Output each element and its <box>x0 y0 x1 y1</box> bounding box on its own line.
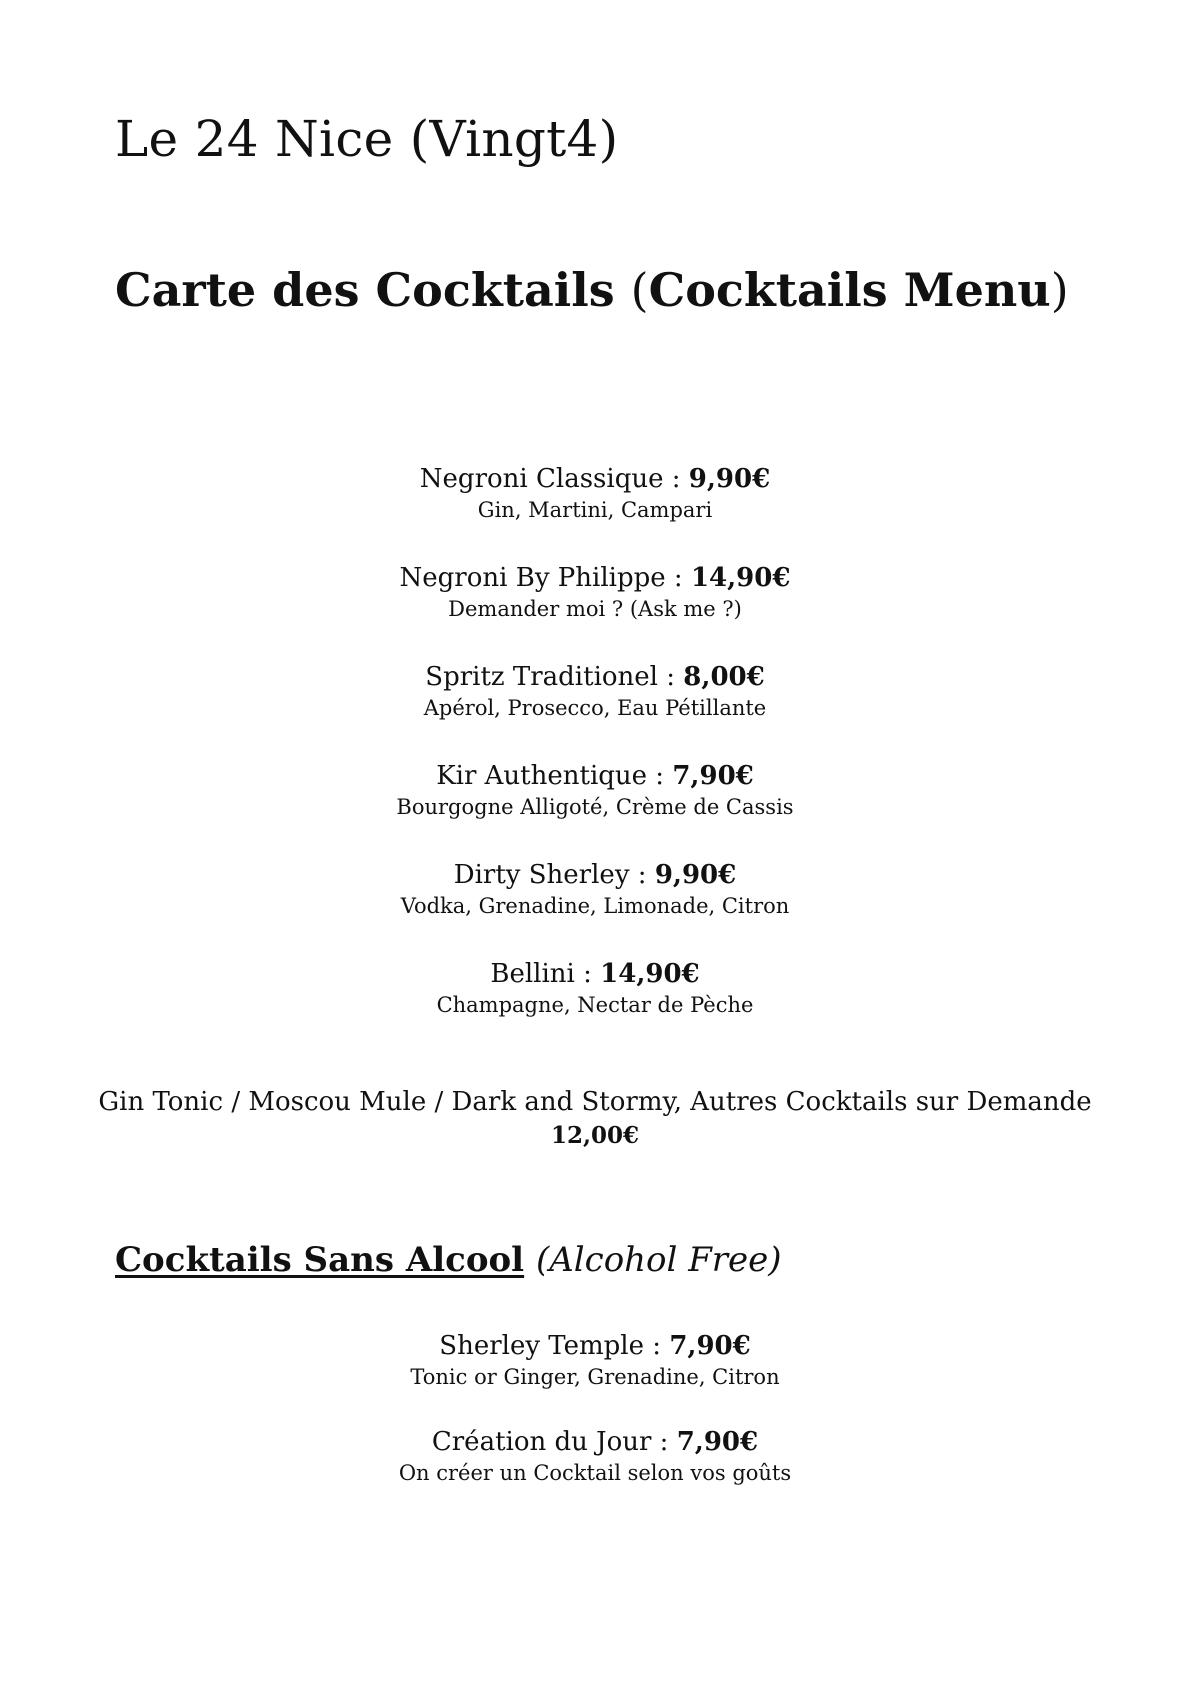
cocktail-price: 14,90€ <box>600 959 700 989</box>
other-cocktails-price: 12,00€ <box>550 1122 640 1149</box>
cocktail-item <box>0 1424 1190 1520</box>
cocktail-price: 9,90€ <box>654 860 737 890</box>
menu-title-paren-close: ) <box>1050 263 1069 317</box>
cocktail-description: Champagne, Nectar de Pèche <box>436 993 754 1017</box>
cocktail-name: Kir Authentique <box>436 761 648 791</box>
menu-title-paren-open: ( <box>630 263 649 317</box>
price-separator: : <box>644 1331 670 1361</box>
cocktail-price: 9,90€ <box>688 464 771 494</box>
other-cocktails <box>0 1084 1190 1152</box>
cocktail-item <box>0 560 1190 659</box>
price-separator: : <box>574 959 601 989</box>
cocktail-item <box>0 758 1190 857</box>
cocktail-name-line <box>0 857 1190 893</box>
alcohol-free-title: Cocktails Sans Alcool <box>115 1240 525 1280</box>
cocktail-name-line <box>0 461 1190 497</box>
menu-title-sub: Cocktails Menu <box>648 263 1051 317</box>
cocktail-name-line <box>0 1424 1190 1460</box>
cocktail-name-line <box>0 659 1190 695</box>
cocktail-item <box>0 956 1190 1055</box>
cocktail-name-line <box>0 758 1190 794</box>
cocktail-description: Demander moi ? (Ask me ?) <box>448 597 742 621</box>
cocktail-name: Bellini <box>490 959 575 989</box>
cocktail-name-line <box>0 1328 1190 1364</box>
cocktail-name: Negroni By Philippe <box>399 563 666 593</box>
menu-title-main: Carte des Cocktails <box>115 263 615 317</box>
price-separator: : <box>663 464 689 494</box>
cocktail-price: 7,90€ <box>676 1427 759 1457</box>
cocktail-name: Spritz Traditionel <box>425 662 658 692</box>
alcohol-free-list <box>0 1328 1190 1520</box>
cocktail-description: Vodka, Grenadine, Limonade, Citron <box>400 894 790 918</box>
cocktail-list <box>0 461 1190 1055</box>
cocktail-price: 14,90€ <box>690 563 791 593</box>
cocktail-description: Tonic or Ginger, Grenadine, Citron <box>410 1365 780 1389</box>
cocktail-description: Apérol, Prosecco, Eau Pétillante <box>423 696 767 720</box>
cocktail-description: Bourgogne Alligoté, Crème de Cassis <box>396 795 794 819</box>
alcohol-free-heading <box>115 1240 782 1281</box>
cocktail-price: 7,90€ <box>669 1331 751 1361</box>
cocktail-description: On créer un Cocktail selon vos goûts <box>398 1461 792 1485</box>
price-separator: : <box>651 1427 677 1457</box>
price-separator: : <box>647 761 673 791</box>
cocktail-name: Dirty Sherley <box>453 860 630 890</box>
cocktail-item <box>0 659 1190 758</box>
cocktail-name-line <box>0 956 1190 992</box>
cocktail-description: Gin, Martini, Campari <box>477 498 713 522</box>
cocktail-name-line <box>0 560 1190 596</box>
restaurant-name: Le 24 Nice (Vingt4) <box>115 110 619 168</box>
cocktail-name: Negroni Classique <box>419 464 664 494</box>
cocktail-name: Sherley Temple <box>439 1331 645 1361</box>
cocktail-item <box>0 857 1190 956</box>
price-separator: : <box>629 860 655 890</box>
cocktail-price: 7,90€ <box>672 761 754 791</box>
cocktail-item <box>0 461 1190 560</box>
other-cocktails-list: Gin Tonic / Moscou Mule / Dark and Stormy, Autres Cocktails sur Demande <box>98 1087 1092 1117</box>
cocktail-name: Création du Jour <box>431 1427 652 1457</box>
menu-title <box>115 265 1069 316</box>
price-separator: : <box>665 563 691 593</box>
price-separator: : <box>658 662 684 692</box>
cocktail-price: 8,00€ <box>683 662 765 692</box>
alcohol-free-subtitle: (Alcohol Free) <box>535 1240 782 1280</box>
cocktail-item <box>0 1328 1190 1424</box>
